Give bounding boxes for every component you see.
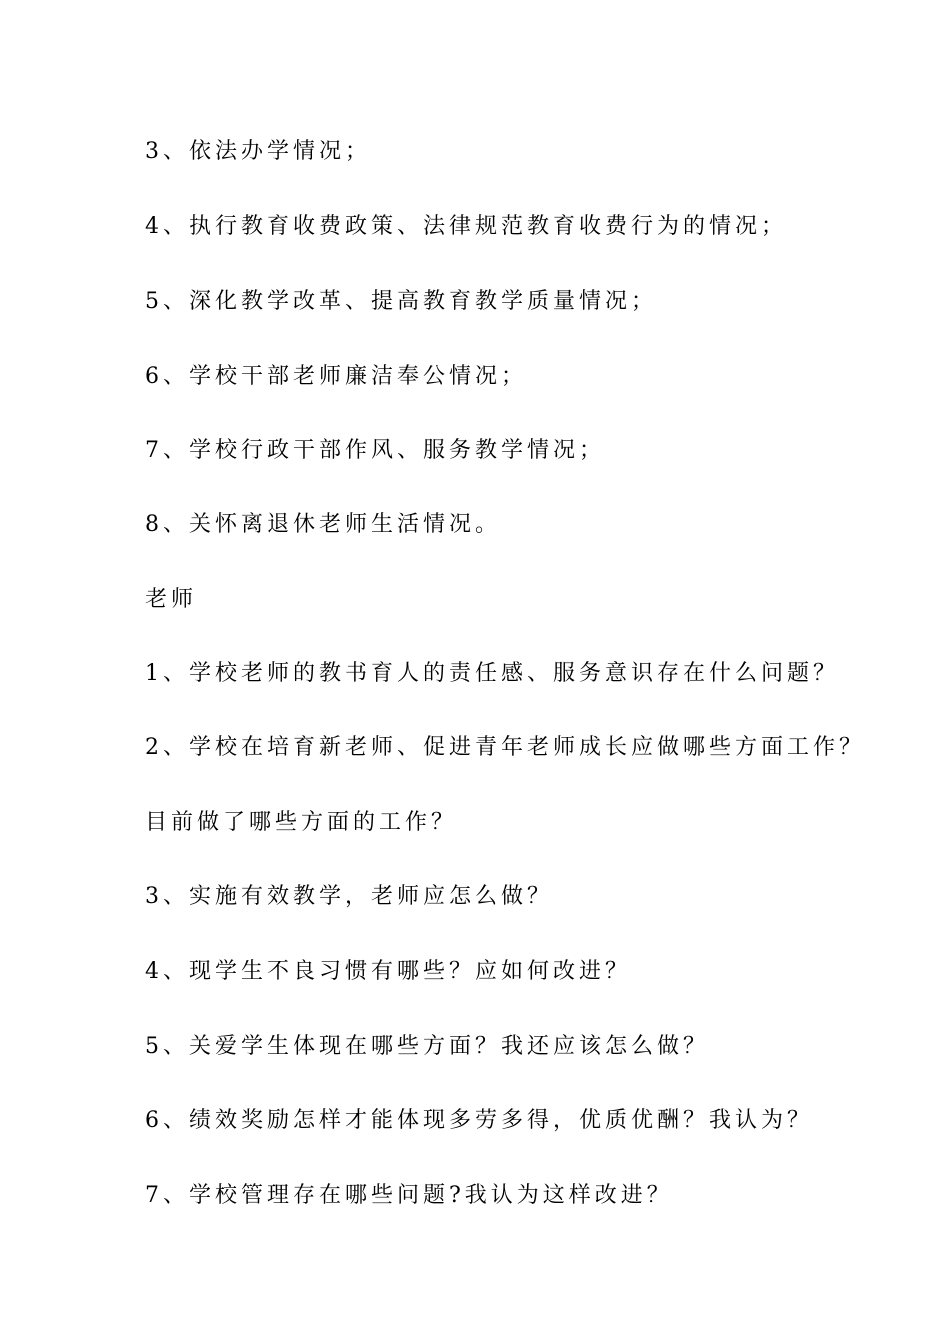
text-line: 5、深化教学改革、提高教育教学质量情况； [145,289,657,314]
text-line: 6、绩效奖励怎样才能体现多劳多得，优质优酬？我认为？ [145,1108,813,1133]
text-line: 7、学校管理存在哪些问题?我认为这样改进？ [145,1183,673,1208]
text-line: 7、学校行政干部作风、服务教学情况； [145,438,605,463]
text-line: 1、学校老师的教书育人的责任感、服务意识存在什么问题？ [145,661,839,686]
section-heading: 老师 [145,587,198,612]
text-line: 8、关怀离退休老师生活情况。 [145,512,501,537]
text-line: 3、实施有效教学，老师应怎么做？ [145,884,553,909]
text-line: 4、执行教育收费政策、法律规范教育收费行为的情况； [145,214,787,239]
text-line: 6、学校干部老师廉洁奉公情况； [145,364,527,389]
text-line: 2、学校在培育新老师、促进青年老师成长应做哪些方面工作？ [145,735,865,760]
text-line: 目前做了哪些方面的工作？ [145,810,458,835]
text-line: 5、关爱学生体现在哪些方面？我还应该怎么做？ [145,1034,709,1059]
text-line: 3、依法办学情况； [145,139,371,164]
text-line: 4、现学生不良习惯有哪些？应如何改进？ [145,959,631,984]
